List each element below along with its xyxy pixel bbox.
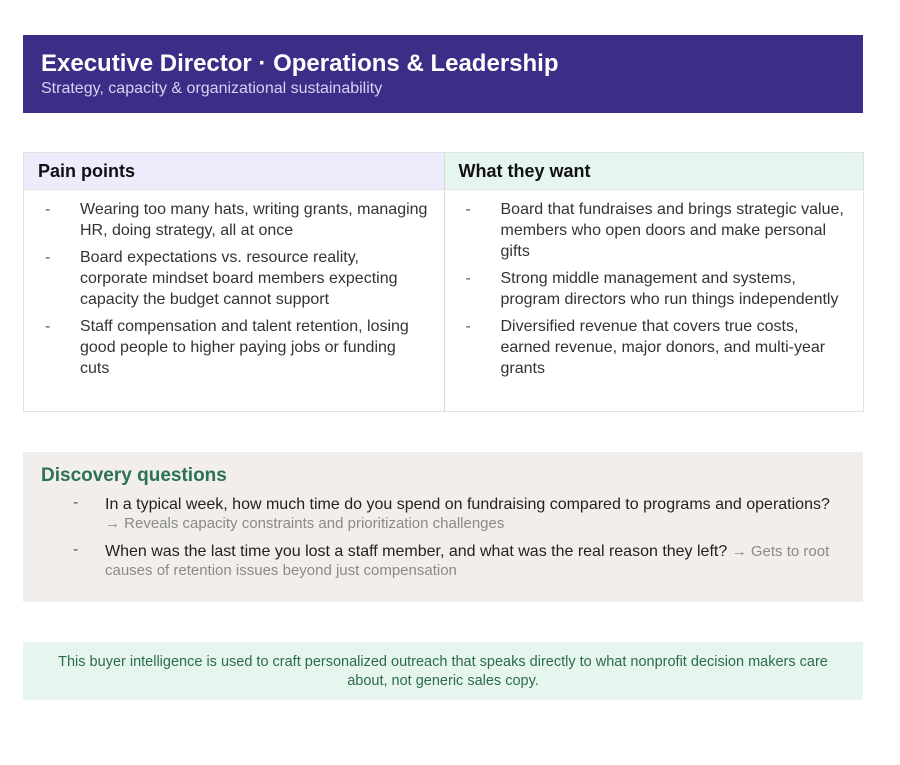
discovery-reveal: → Reveals capacity constraints and prioritization challenges — [105, 515, 505, 532]
list-marker: - — [45, 249, 51, 266]
pain-points-list — [24, 190, 444, 379]
list-item-text: Board that fundraises and brings strategic value, members who open doors and make personal gifts — [500, 201, 844, 260]
list-item — [466, 199, 850, 262]
discovery-heading: Discovery questions — [41, 465, 227, 486]
list-marker: - — [465, 318, 471, 335]
list-marker: - — [465, 201, 471, 218]
footer-note: This buyer intelligence is used to craft personalized outreach that speaks directly to what nonprofit decision makers care about, not generic sales copy. — [23, 642, 863, 700]
list-item-text: Strong middle management and systems, program directors who run things independently — [500, 270, 839, 308]
list-item — [45, 316, 430, 379]
list-marker: - — [465, 270, 471, 287]
discovery-question: In a typical week, how much time do you spend on fundraising compared to programs and operations? — [105, 496, 830, 513]
list-marker: - — [73, 494, 79, 511]
wants-heading: What they want — [445, 153, 864, 190]
discovery-question: When was the last time you lost a staff member, and what was the real reason they left? — [105, 543, 728, 560]
list-item — [45, 199, 430, 241]
discovery-section — [23, 452, 863, 602]
wants-list — [445, 190, 864, 379]
header-banner — [23, 35, 863, 113]
list-marker: - — [73, 541, 79, 558]
wants-column — [444, 153, 864, 411]
discovery-item — [73, 494, 845, 533]
list-item — [466, 316, 850, 379]
list-item-text: Wearing too many hats, writing grants, managing HR, doing strategy, all at once — [80, 201, 428, 239]
two-column-panel — [23, 152, 864, 412]
page-title: Executive Director · Operations & Leadership — [41, 50, 559, 77]
discovery-list — [41, 494, 845, 580]
discovery-reveal: → Gets to root causes of retention issues beyond just compensation — [105, 543, 830, 579]
list-item — [45, 247, 430, 310]
list-item — [466, 268, 850, 310]
list-item-text: Staff compensation and talent retention, losing good people to higher paying jobs or funding cuts — [80, 318, 409, 377]
list-marker: - — [45, 318, 51, 335]
list-item-text: Diversified revenue that covers true costs, earned revenue, major donors, and multi-year grants — [500, 318, 826, 377]
list-item-text: Board expectations vs. resource reality, corporate mindset board members expecting capacity the budget cannot support — [80, 249, 398, 308]
page-subtitle: Strategy, capacity & organizational sustainability — [41, 80, 383, 97]
pain-points-column — [24, 153, 444, 411]
list-marker: - — [45, 201, 51, 218]
pain-points-heading: Pain points — [24, 153, 444, 190]
discovery-item — [73, 541, 845, 580]
